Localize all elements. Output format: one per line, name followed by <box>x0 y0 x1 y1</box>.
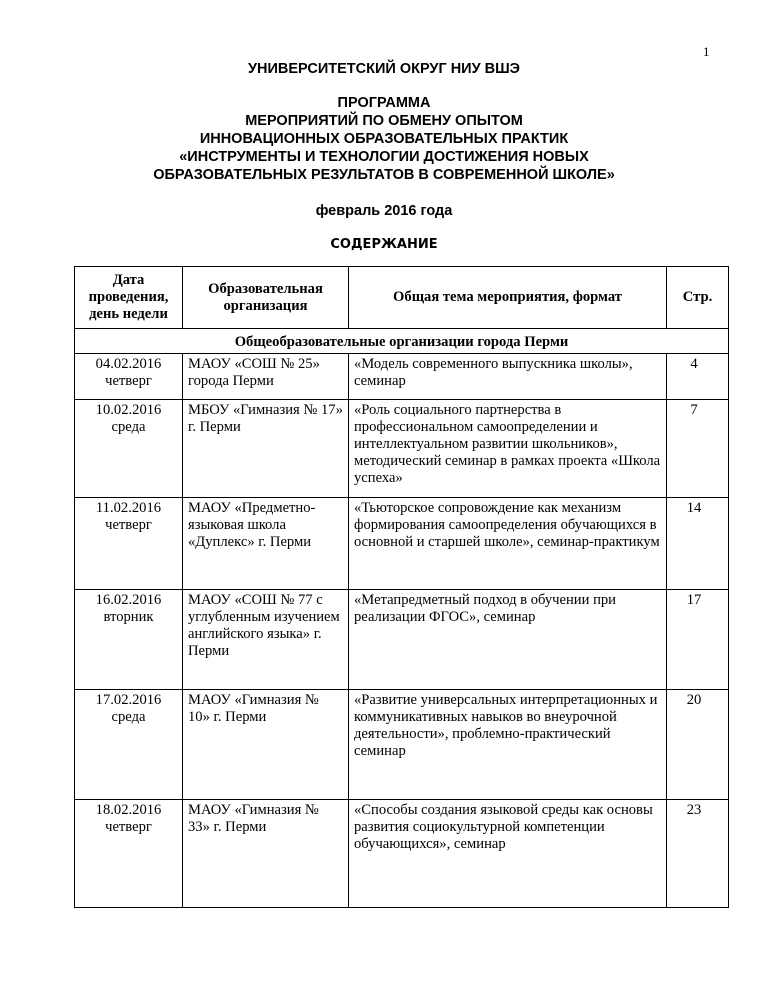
organization-cell: МБОУ «Гимназия № 17» г. Перми <box>183 400 349 498</box>
table-row <box>75 590 729 690</box>
event-date: 04.02.2016 <box>95 356 162 372</box>
table-row <box>75 498 729 590</box>
page-cell: 17 <box>667 590 729 690</box>
section-row <box>75 329 729 354</box>
page-cell: 7 <box>667 400 729 498</box>
column-header-topic: Общая тема мероприятия, формат <box>349 267 667 329</box>
page-cell: 23 <box>667 800 729 908</box>
page-cell: 4 <box>667 354 729 400</box>
organization-cell: МАОУ «Гимназия № 10» г. Перми <box>183 690 349 800</box>
organization-cell: МАОУ «Гимназия № 33» г. Перми <box>183 800 349 908</box>
event-weekday: четверг <box>105 819 152 835</box>
university-heading: УНИВЕРСИТЕТСКИЙ ОКРУГ НИУ ВШЭ <box>247 61 521 77</box>
program-title-line: ОБРАЗОВАТЕЛЬНЫХ РЕЗУЛЬТАТОВ В СОВРЕМЕННОЙ ШКОЛЕ» <box>153 167 615 183</box>
table-row <box>75 800 729 908</box>
column-header-page: Стр. <box>667 267 729 329</box>
organization-cell: МАОУ «СОШ № 25» города Перми <box>183 354 349 400</box>
event-weekday: четверг <box>105 373 152 389</box>
organization-cell: МАОУ «Предметно-языковая школа «Дуплекс» г. Перми <box>183 498 349 590</box>
event-weekday: среда <box>111 709 146 725</box>
page-number: 1 <box>703 44 710 59</box>
program-title-line: МЕРОПРИЯТИЙ ПО ОБМЕНУ ОПЫТОМ <box>245 113 523 129</box>
topic-cell: «Модель современного выпускника школы», семинар <box>349 354 667 400</box>
program-title-line: «ИНСТРУМЕНТЫ И ТЕХНОЛОГИИ ДОСТИЖЕНИЯ НОВЫХ <box>179 149 589 165</box>
program-title-line: ИННОВАЦИОННЫХ ОБРАЗОВАТЕЛЬНЫХ ПРАКТИК <box>199 131 569 147</box>
event-weekday: вторник <box>103 609 154 625</box>
event-weekday: среда <box>111 419 146 435</box>
contents-heading: СОДЕРЖАНИЕ <box>330 237 438 252</box>
date-cell <box>75 690 183 800</box>
date-cell <box>75 590 183 690</box>
topic-cell: «Развитие универсальных интерпретационных и коммуникативных навыков во внеурочной деятельности», проблемно-практический семинар <box>349 690 667 800</box>
event-date: 11.02.2016 <box>95 500 162 516</box>
contents-table <box>74 266 729 908</box>
date-cell <box>75 498 183 590</box>
event-date: 10.02.2016 <box>95 402 162 418</box>
topic-cell: «Роль социального партнерства в профессиональном самоопределении и интеллектуальном развитии школьников», методический семинар в рамках проекта «Школа успеха» <box>349 400 667 498</box>
date-cell <box>75 400 183 498</box>
page-cell: 14 <box>667 498 729 590</box>
date-cell <box>75 354 183 400</box>
topic-cell: «Способы создания языковой среды как основы развития социокультурной компетенции обучающихся», семинар <box>349 800 667 908</box>
program-title <box>0 94 768 184</box>
page-cell: 20 <box>667 690 729 800</box>
table-row <box>75 400 729 498</box>
section-title: Общеобразовательные организации города Перми <box>75 329 729 354</box>
organization-cell: МАОУ «СОШ № 77 с углубленным изучением английского языка» г. Перми <box>183 590 349 690</box>
topic-cell: «Метапредметный подход в обучении при реализации ФГОС», семинар <box>349 590 667 690</box>
program-title-line: ПРОГРАММА <box>337 95 431 111</box>
event-date: 17.02.2016 <box>95 692 162 708</box>
event-date: 18.02.2016 <box>95 802 162 818</box>
table-row <box>75 354 729 400</box>
table-row <box>75 690 729 800</box>
topic-cell: «Тьюторское сопровождение как механизм формирования самоопределения обучающихся в основной и старшей школе», семинар-практикум <box>349 498 667 590</box>
table-header-row <box>75 267 729 329</box>
event-weekday: четверг <box>105 517 152 533</box>
program-date: февраль 2016 года <box>315 203 453 219</box>
column-header-date: Дата проведения, день недели <box>75 267 183 329</box>
event-date: 16.02.2016 <box>95 592 162 608</box>
column-header-organization: Образовательная организация <box>183 267 349 329</box>
date-cell <box>75 800 183 908</box>
